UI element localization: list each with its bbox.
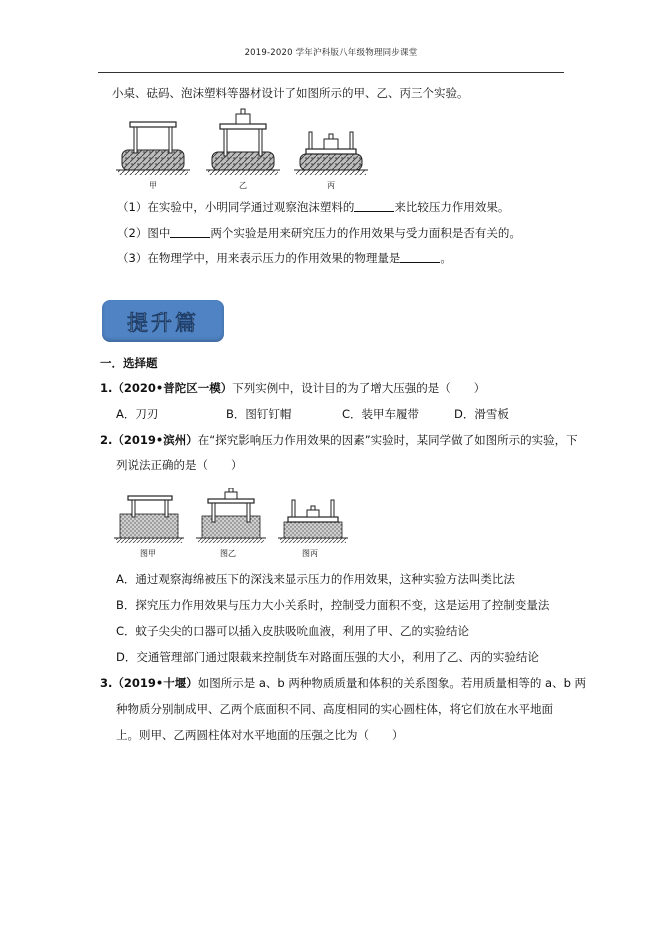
intro-q1 bbox=[117, 200, 509, 214]
figure-label-tu-yi: 图乙 bbox=[220, 549, 236, 558]
setup-fig-jia bbox=[114, 496, 184, 543]
intro-q2-text-b: 两个实验是用来研究压力的作用效果与受力面积是否有关的。 bbox=[210, 226, 521, 240]
sponge-experiment-figure bbox=[112, 488, 352, 560]
question-2-option-d: D．交通管理部门通过限载来控制货车对路面压强的大小，利用了乙、丙的实验结论 bbox=[116, 650, 539, 664]
question-3-stem-line-2: 种物质分别制成甲、乙两个底面积不同、高度相同的实心圆柱体，将它们放在水平地面 bbox=[116, 702, 553, 716]
question-2-stem-line-2: 列说法正确的是（ ） bbox=[116, 458, 243, 472]
intro-q2-text-a: （2）图中 bbox=[117, 226, 171, 240]
question-stem: 下列实例中，设计目的为了增大压强的是（ ） bbox=[232, 381, 486, 395]
question-2-option-b: B．探究压力作用效果与压力大小关系时，控制受力面积不变，这是运用了控制变量法 bbox=[116, 598, 550, 612]
answer-blank[interactable] bbox=[354, 200, 394, 212]
intro-q1-text-a: （1）在实验中，小明同学通过观察泡沫塑料的 bbox=[117, 200, 355, 214]
figure-label-yi: 乙 bbox=[239, 181, 247, 190]
intro-text: 小桌、砝码、泡沫塑料等器材设计了如图所示的甲、乙、丙三个实验。 bbox=[112, 86, 469, 100]
question-source: （2020•普陀区一模） bbox=[112, 381, 233, 395]
setup-fig-bing bbox=[278, 500, 348, 543]
figure-label-bing: 丙 bbox=[327, 181, 335, 190]
question-1-option-a: A．刀刃 bbox=[116, 407, 159, 421]
setup-bing bbox=[294, 132, 368, 175]
section-banner bbox=[102, 300, 224, 342]
intro-q3 bbox=[117, 251, 452, 265]
question-source: （2019•滨州） bbox=[112, 433, 198, 447]
foam-experiment-figure bbox=[112, 108, 372, 192]
intro-q1-text-b: 来比较压力作用效果。 bbox=[394, 200, 510, 214]
figure-label-tu-bing: 图丙 bbox=[302, 549, 318, 558]
question-3-stem-line-3: 上。则甲、乙两圆柱体对水平地面的压强之比为（ ） bbox=[116, 728, 404, 742]
question-1-stem bbox=[100, 381, 485, 395]
intro-q3-text-a: （3）在物理学中，用来表示压力的作用效果的物理量是 bbox=[117, 251, 401, 265]
section-title: 一．选择题 bbox=[100, 356, 158, 370]
intro-q3-text-b: 。 bbox=[440, 251, 452, 265]
question-1-option-c: C．装甲车履带 bbox=[342, 407, 420, 421]
setup-fig-yi bbox=[196, 488, 266, 543]
question-stem: 如图所示是 a、b 两种物质质量和体积的关系图象。若用质量相等的 a、b 两 bbox=[197, 676, 587, 690]
question-2-stem-line-1 bbox=[100, 433, 578, 447]
question-2-option-c: C．蚊子尖尖的口器可以插入皮肤吸吮血液，利用了甲、乙的实验结论 bbox=[116, 624, 470, 638]
section-banner-label: 提升篇 bbox=[127, 311, 199, 335]
figure-label-jia: 甲 bbox=[149, 181, 157, 190]
figure-label-tu-jia: 图甲 bbox=[140, 549, 156, 558]
intro-q2 bbox=[117, 226, 521, 240]
answer-blank[interactable] bbox=[400, 251, 440, 263]
question-number: 1. bbox=[100, 381, 113, 395]
setup-yi bbox=[206, 109, 280, 175]
question-1-option-b: B．图钉钉帽 bbox=[226, 407, 292, 421]
setup-jia bbox=[116, 122, 190, 175]
header-divider bbox=[98, 72, 564, 73]
question-source: （2019•十堰） bbox=[112, 676, 198, 690]
answer-blank[interactable] bbox=[170, 226, 210, 238]
page-header: 2019-2020 学年沪科版八年级物理同步课堂 bbox=[244, 48, 418, 58]
question-2-option-a: A．通过观察海绵被压下的深浅来显示压力的作用效果，这种实验方法叫类比法 bbox=[116, 572, 515, 586]
question-number: 3. bbox=[100, 676, 113, 690]
question-3-stem-line-1 bbox=[100, 676, 586, 690]
question-1-option-d: D．滑雪板 bbox=[454, 407, 509, 421]
question-number: 2. bbox=[100, 433, 113, 447]
question-stem: 在“探究影响压力作用效果的因素”实验时，某同学做了如图所示的实验，下 bbox=[197, 433, 578, 447]
